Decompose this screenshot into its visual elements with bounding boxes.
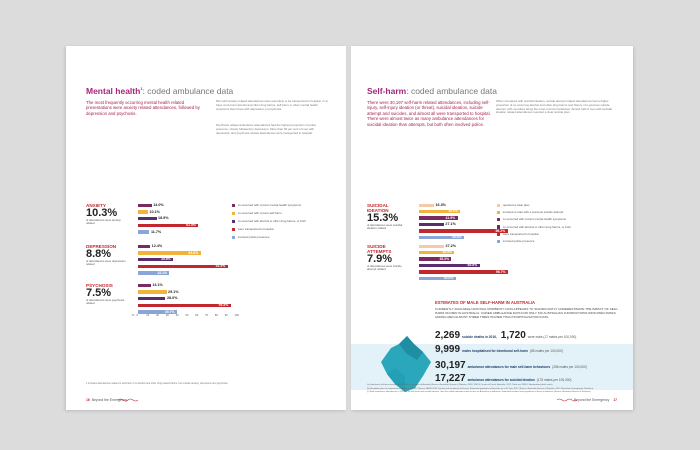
lead-paragraph: There were 30,197 self-harm related attendances, including self-injury, self-injury ideation (or threat), suicidal ideation, suicide attempt and suicides, and almost all were transported to hospital. There were almost twice as many ambulance attendances for suicidal ideation than attempts, but both often involved police. [367,100,491,127]
legend-label: were transported to hospital [502,231,539,236]
estimate-description: suicide deaths in 2016, [462,335,497,339]
axis-tick-label: 70 [205,314,208,317]
bar-value-label: 91.5% [215,264,226,269]
bar [419,245,444,248]
axis-tick-label: 80 [214,314,218,317]
bar-row [138,251,236,256]
bar-value-label: 12.4% [151,244,163,248]
bar-row [138,290,236,295]
legend-swatch-icon [232,236,235,239]
bar-value-label: 11.7% [150,229,162,234]
axis-tick-label: 30 [165,314,169,317]
stat-caption: of attendances were suicide attempt related [367,264,402,272]
estimate-detail: were male (17 males per 100,000) [527,335,577,339]
bar-row [419,270,511,275]
page-title: Self-harm: coded ambulance data [367,86,497,96]
legend-item [232,227,273,231]
bar-value-label: 45.0% [448,209,459,214]
legend-label: involved a male with a previous suicide attempt [502,210,564,215]
note-item: (b) Hospitalisations for intentional self-harm in 2016-17 (Source: AIHW 2018, Suicide and intentional self-harm). Estimated population of Australia as at 30 June 2017 (Source: Australian Bureau of Statistics 2017, Australian Demographic Statistics). [367,387,594,390]
stat-label: PSYCHOSIS [86,283,113,288]
bar-value-label: 27.1% [445,222,456,227]
legend-label: reported a clear plan [502,203,530,207]
bar-row [419,257,511,262]
stat-value: 7.9% [367,253,393,265]
stat-label: SUICIDAL IDEATION [367,203,389,213]
bar [138,245,150,248]
bar-row [138,244,236,249]
footnote: 1 Includes attendances related to self-harm or to alcohol and other drug related harms, but exclude anxiety, depression and psychosis. [86,382,229,386]
body-paragraph: Men with anxiety related attendances were less likely to be transported to hospital, or to have concurrent alcohol and other drug harms, self-harm or other mental health symptoms than those with depression or psychosis. [216,99,328,111]
bar-row [138,296,236,301]
estimate-detail: (256 males per 100,000) [552,365,587,369]
legend-label: co-occurred with current self-harm [237,211,282,215]
stat-caption: of attendances were depression related [86,259,126,267]
estimate-detail: (175 males per 100,000) [536,378,572,382]
note-item: (c) Male ambulance attendances in 2017/18 for self-harm and suicidal ideation, from the coded ambulance data across six Australian jurisdictions. Estimated resident male population of these jurisdictions (Source: Australian Bureau of Statistics). [367,391,592,394]
bar-row [138,230,236,235]
bar-value-label: 94.5% [218,303,229,308]
bar-row [138,210,236,215]
legend-swatch-icon [497,232,500,235]
legend-item [497,217,566,221]
bar-value-label: 39.7% [164,309,175,314]
estimate-description: ambulance attendances for male self-harm behaviours [467,365,551,369]
stat-value: 15.3% [367,212,399,224]
estimate-value: 17,227 [435,373,466,384]
legend-label: co-occurred with alcohol or other drug harms, or both [502,224,571,229]
bar-value-label: 63.8% [188,250,199,255]
axis-unit: % [132,314,135,317]
bar-row [419,244,511,249]
stat-value: 8.8% [86,248,112,260]
bar [419,270,508,273]
bar-row [419,276,511,281]
bar-row [138,283,236,288]
legend-item [232,235,269,239]
stat-caption: of attendances were anxiety related [86,218,121,226]
legend-label: involved police presence [502,239,535,243]
bar [138,290,167,293]
legend-item [232,219,306,223]
stat-value: 10.3% [86,207,118,219]
legend-swatch-icon [497,225,500,228]
footer-text: Beyond the Emergency [91,398,128,402]
wave-icon [557,398,577,402]
legend-item [497,239,534,243]
estimates-intro: CURRENTLY AVAILABLE NATIONAL MORBIDITY DATA APPEARS TO SIGNIFICANTLY UNDERESTIMATE THE IMPACT OF SELF-HARM ON MEN IN AUSTRALIA. CODED AMBULANCE DATA FOR ONLY SIX AUSTRALIAN JURISDICTIONS INDICATED RATES AMONG MEN ALMOST THREE TIMES HIGHER THAN HOSPITALISATION DATA. [435,307,619,319]
estimate-description: ambulance attendances for suicidal ideation [467,378,535,382]
bar-value-label: 29.1% [168,289,179,294]
bar-row [138,257,236,262]
stat-caption: of attendances were suicidal ideation related [367,223,403,231]
legend-swatch-icon [232,212,235,215]
wave-icon [118,398,138,402]
axis-tick-label: 60 [195,314,199,317]
page-number: 17 [613,398,617,402]
bar-value-label: 40.0% [443,276,454,280]
legend-swatch-icon [497,240,500,243]
axis-tick-label: 20 [156,314,159,317]
legend-item [232,211,282,215]
legend-swatch-icon [497,211,500,214]
stat-value: 7.5% [86,287,112,299]
axis-tick-label: 100 [234,314,239,317]
legend-item [232,203,301,207]
estimate-value: 2,269 [435,330,461,341]
body-paragraph: Psychosis related ambulance attendances had the highest proportion of police presence, closely followed by depression. More than 90 per cent of men with depression and psychosis related attendances were transported to hospital. [216,123,317,135]
bar-row [138,216,236,221]
bar-value-label: 16.3% [435,203,446,207]
legend-swatch-icon [497,218,500,221]
bar-row [419,263,511,268]
stat-label: ANXIETY [86,203,106,208]
page-title: Mental health$^1$: coded ambulance data [86,86,234,96]
axis-tick-label: 10 [146,314,150,317]
lead-paragraph: The most frequently occurring mental health related presentations were anxiety related attendances, followed by depression and psychosis. [86,100,200,116]
stat-label: DEPRESSION [86,244,117,249]
bar-row [138,223,236,228]
body-paragraph: When compared with suicidal ideation, suicide attempt related attendances had a higher proportion of co-occurring alcohol and other drug harms and history of a previous suicide attempt, with overdose being the most common behaviour. Almost half of men with suicidal ideation related attendances reported a clear suicide plan. [496,99,612,115]
bar-value-label: 27.2% [445,244,456,248]
axis-tick-label: 40 [175,314,179,317]
page-footer [574,398,619,402]
bar-value-label: 32.1% [157,270,168,275]
bar-value-label: 14.0% [153,203,164,207]
legend-swatch-icon [232,220,235,223]
legend-item [497,225,571,229]
legend-swatch-icon [497,204,500,207]
legend-label: involved police presence [237,235,270,239]
bar-row [138,303,236,308]
bar [138,210,148,213]
bar-value-label: 13.1% [152,283,163,287]
bar [419,223,444,226]
left-page [66,46,346,410]
bar [138,284,151,287]
legend-swatch-icon [232,204,235,207]
bar [138,304,231,307]
bar-value-label: 96.2% [495,228,506,233]
bar [138,297,165,300]
x-axis [132,313,242,318]
footer-text: Beyond the Emergency [574,398,610,402]
bar [138,230,149,233]
bar-row [138,271,236,276]
legend-swatch-icon [232,228,235,231]
bar-value-label: 35.8% [161,257,171,262]
bar-value-label: 35.3% [439,256,450,261]
bar [138,217,157,220]
legend-label: co-occurred with current mental health symptoms [237,203,301,207]
right-page [351,46,633,410]
bar-value-label: 28.0% [166,296,178,301]
bar [419,204,434,207]
bar-value-label: 65.8% [467,263,478,268]
legend-label: were transported to hospital [237,227,274,231]
bar-row [138,264,236,269]
estimate-value: 1,720 [500,330,526,341]
stat-caption: of attendances were psychosis related [86,298,125,306]
bar-value-label: 41.9% [445,215,456,220]
estimate-value: 9,999 [435,344,461,355]
estimate-value: 30,197 [435,360,466,371]
page-number: 16 [86,398,90,402]
legend-label: co-occurred with current mental health symptoms [502,217,566,222]
legend-label: co-occurred with alcohol or other drug harms, or both [237,219,306,223]
axis-tick-label: 0 [136,314,138,317]
bar-value-label: 61.5% [186,223,196,228]
bar-value-label: 10.1% [149,209,160,214]
stat-label: SUICIDE ATTEMPTS [367,244,392,254]
axis-tick-label: 90 [224,314,228,317]
estimates-heading: ESTIMATES OF MALE SELF-HARM IN AUSTRALIA [435,300,536,305]
bar [419,229,508,232]
legend-item [497,203,529,207]
bar-row [138,203,236,208]
estimate-detail: (85 males per 100,000) [529,349,563,353]
bar [138,204,152,207]
estimate-description: males hospitalised for intentional self-harm [462,349,528,353]
bar-value-label: 38.5% [442,250,453,255]
bar [138,265,228,268]
axis-tick-label: 50 [185,314,189,317]
bar-value-label: 18.9% [158,216,169,221]
note-item: (a) Intentional self-harm recorded in 2016 for all residents of Australia (Source: Australian Bureau of Statistics 2018, 3303.0 Causes of Death, Australia, 2017; Table see 3303.0 Standardised death rates). [367,384,553,386]
bar-value-label: 48.8% [451,235,462,239]
bar-value-label: 96.7% [495,269,506,274]
iceberg-icon [377,314,435,392]
estimate-row [435,368,571,386]
bar-row [419,250,511,255]
legend-item [497,232,538,236]
legend-item [497,210,563,214]
